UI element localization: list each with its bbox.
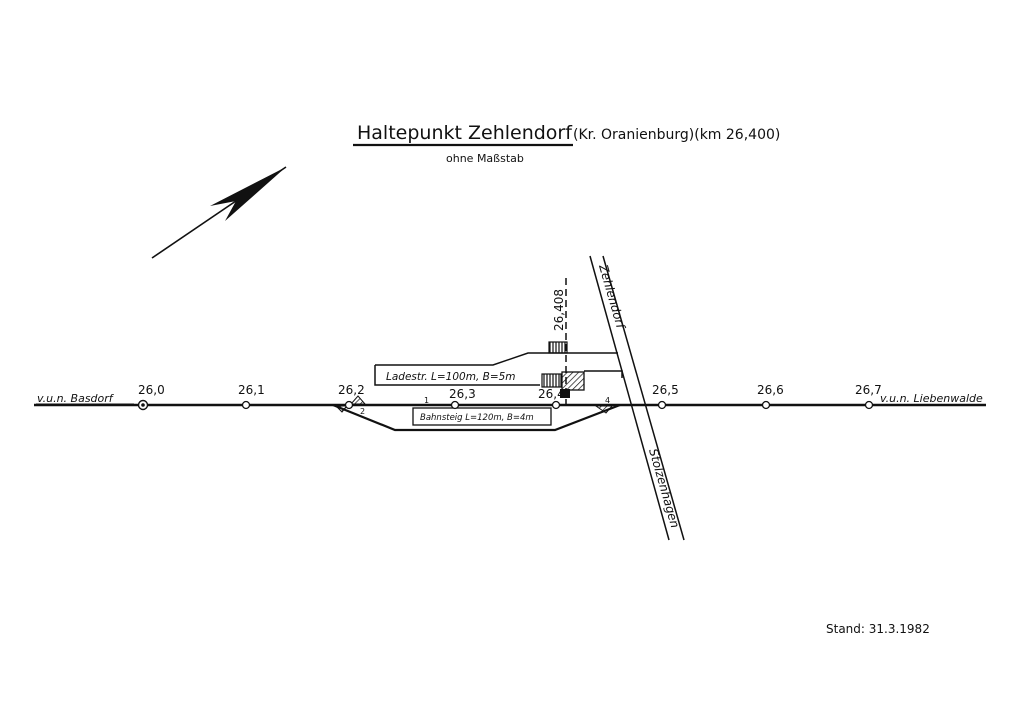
- title-detail: (Kr. Oranienburg)(km 26,400): [573, 127, 781, 143]
- stand-date: Stand: 31.3.1982: [826, 622, 930, 636]
- switch-marker-2b: [351, 396, 365, 404]
- km-label: 26,7: [855, 383, 882, 397]
- km-post-5: [659, 402, 666, 409]
- loading-road: [375, 353, 622, 385]
- direction-label-east: v.u.n. Liebenwalde: [880, 392, 983, 405]
- km-label: 26,4: [538, 387, 565, 401]
- km-post-0: [139, 401, 148, 410]
- km-label: 26,2: [338, 383, 365, 397]
- station-shed: [542, 374, 561, 387]
- km-label: 26,0: [138, 383, 165, 397]
- km-post-6: [763, 402, 770, 409]
- km-label: 26,5: [652, 383, 679, 397]
- km-post-4: [553, 402, 560, 409]
- track-number-4: 4: [605, 396, 611, 405]
- subtitle: ohne Maßstab: [446, 152, 524, 165]
- platform: [413, 408, 551, 425]
- km-post-3: [452, 402, 459, 409]
- page-title: Haltepunkt Zehlendorf: [357, 122, 572, 144]
- road-label-north: Zehlendorf: [596, 262, 628, 330]
- direction-label-west: v.u.n. Basdorf: [37, 392, 113, 405]
- switch-marker-4: [596, 406, 612, 413]
- station-building: [562, 372, 584, 390]
- km-label: 26,6: [757, 383, 784, 397]
- track-number-1: 1: [424, 396, 430, 405]
- km-post-2: [346, 402, 353, 409]
- km-post-1: [243, 402, 250, 409]
- km-label: 26,1: [238, 383, 265, 397]
- km-post-7: [866, 402, 873, 409]
- loading-road-label: Ladestr. L=100m, B=5m: [386, 371, 516, 383]
- upper-shed: [549, 342, 567, 353]
- building-km-label: 26,408: [552, 289, 566, 331]
- platform-label: Bahnsteig L=120m, B=4m: [420, 413, 534, 423]
- north-arrow-icon: [152, 167, 286, 258]
- road-label-south: Stolzenhagen: [646, 446, 683, 530]
- track-number-2: 2: [360, 407, 366, 416]
- km-label: 26,3: [449, 387, 476, 401]
